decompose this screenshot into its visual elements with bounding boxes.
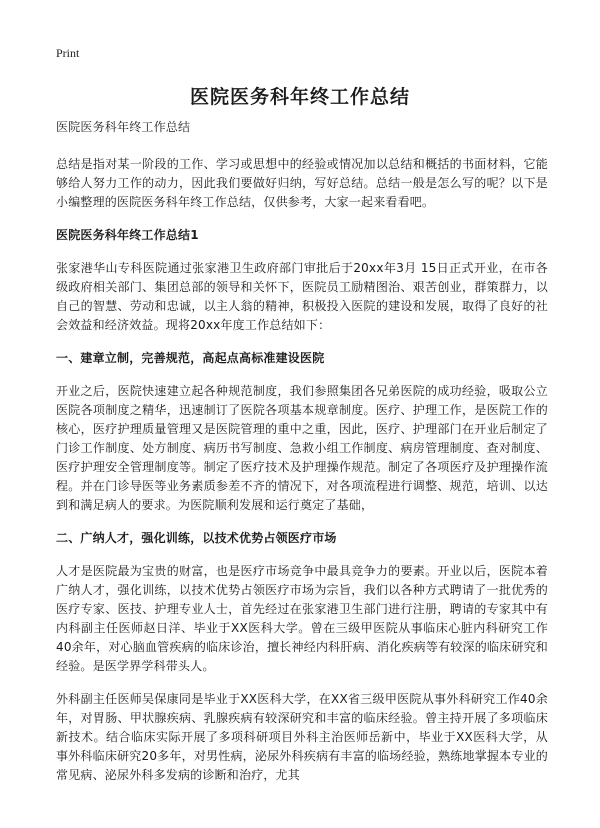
paragraph-regulations: 开业之后，医院快速建立起各种规范制度，我们参照集团各兄弟医院的成功经验，吸取公立医院各项制度之精华，迅速制订了医院各项基本规章制度。医疗、护理工作，是医院工作的核心，医疗护理质量管理又是医院管理的重中之重，因此，医疗、护理部门在开业后制定了门诊工作制度、处方制度、病历书写制度、急救小组工作制度、病房管理制度、查对制度、医疗护理安全管理制度等。制定了医疗技术及护理操作规范。制定了各项医疗及护理操作流程。并在门诊导医等业务素质参差不齐的情况下，对各项流程进行调整、规范，培训、以达到和满足病人的要求。为医院顺利发展和运行奠定了基础， (56, 384, 548, 512)
paragraph-opening: 张家港华山专科医院通过张家港卫生政府部门审批后于20xx年3月 15日正式开业，在市各级政府相关部门、集团总部的领导和关怀下，医院员工励精图治、艰苦创业，群策群力，以自己的智慧、劳动和忠诚，以主人翁的精神，积极投入医院的建设和发展，取得了良好的社会效益和经济效益。现将20xx年度工作总结如下： (56, 261, 548, 332)
paragraph-talent: 人才是医院最为宝贵的财富，也是医疗市场竞争中最具竞争力的要素。开业以后，医院本着广纳人才，强化训练，以技术优势占领医疗市场为宗旨，我们以各种方式聘请了一批优秀的医疗专家、医技、护理专业人士，首先经过在张家港卫生部门进行注册，聘请的专家其中有内科副主任医师赵日洋、毕业于XX医科大学。曾在三级甲医院从事临床心脏内科研究工作40余年，对心脑血管疾病的临床诊治，擅长神经内科肝病、消化疾病等有较深的临床研究和经验。是医学界学科带头人。 (56, 564, 548, 673)
print-link[interactable]: Print (56, 46, 80, 60)
document-body (56, 118, 548, 799)
document-subtitle: 医院医务科年终工作总结 (56, 120, 191, 134)
paragraph-surgeon: 外科副主任医师吴保康同是毕业于XX医科大学，在XX省三级甲医院从事外科研究工作40余年，对胃肠、甲状腺疾病、乳腺疾病有较深研究和丰富的临床经验。曾主持开展了多项临床新技术。结合临床实际开展了多项科研项目外科主治医师岳新中，毕业于XX医科大学，从事外科临床研究20多年，对男性病，泌尿外科疾病有丰富的临场经验，熟练地掌握本专业的常见病、泌尿外科多发病的诊断和治疗，尤其 (56, 692, 548, 782)
intro-paragraph: 总结是指对某一阶段的工作、学习或思想中的经验或情况加以总结和概括的书面材料，它能够给人努力工作的动力，因此我们要做好归纳，写好总结。总结一般是怎么写的呢？以下是小编整理的医院医务科年终工作总结，仅供参考，大家一起来看看吧。 (56, 157, 548, 209)
section-title: 医院医务科年终工作总结1 (56, 228, 199, 242)
heading-regulations: 一、建章立制，完善规范，高起点高标准建设医院 (56, 351, 325, 365)
page-title: 医院医务科年终工作总结 (189, 86, 410, 108)
heading-talent: 二、广纳人才，强化训练，以技术优势占领医疗市场 (56, 531, 337, 545)
